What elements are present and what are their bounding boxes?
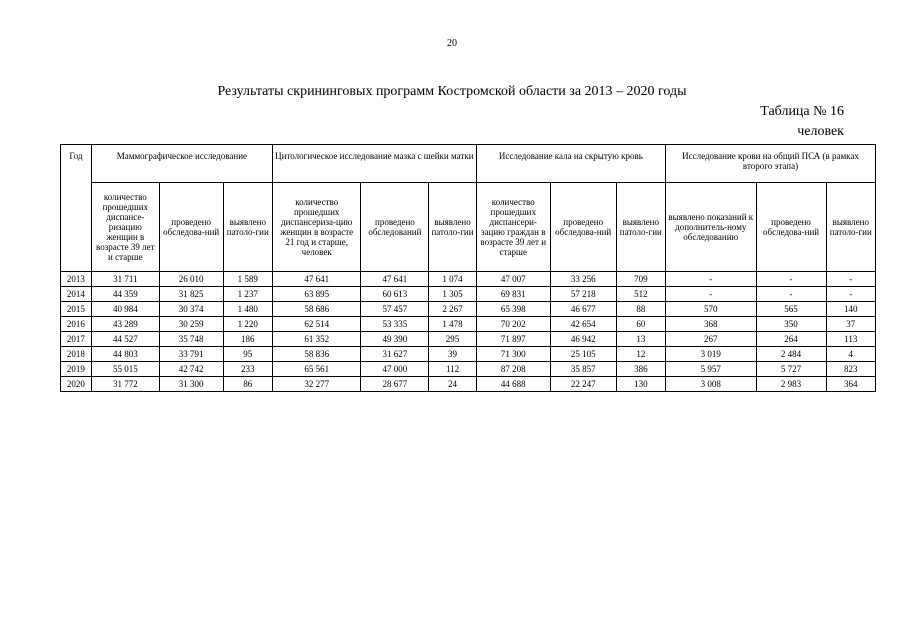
value-cell: 47 641	[361, 272, 429, 287]
value-cell: 1 305	[429, 287, 476, 302]
column-header: количество прошедших диспансери-зацию граждан в возрасте 39 лет и старше	[476, 183, 550, 272]
value-cell: 33 791	[159, 347, 223, 362]
value-cell: 60 613	[361, 287, 429, 302]
value-cell: 26 010	[159, 272, 223, 287]
table-row	[61, 272, 876, 287]
value-cell: 30 259	[159, 317, 223, 332]
year-cell: 2014	[61, 287, 92, 302]
value-cell: -	[826, 272, 875, 287]
screening-results-table	[60, 144, 876, 392]
value-cell: 3 019	[666, 347, 757, 362]
value-cell: 95	[223, 347, 272, 362]
table-row	[61, 377, 876, 392]
year-cell: 2015	[61, 302, 92, 317]
value-cell: 565	[756, 302, 826, 317]
column-header: количество прошедших диспансе-ризацию женщин в возрасте 39 лет и старше	[91, 183, 159, 272]
value-cell: 31 711	[91, 272, 159, 287]
value-cell: 57 218	[550, 287, 616, 302]
value-cell: 1 478	[429, 317, 476, 332]
value-cell: -	[666, 287, 757, 302]
value-cell: 3 008	[666, 377, 757, 392]
page-number: 20	[447, 38, 457, 49]
value-cell: 267	[666, 332, 757, 347]
value-cell: 63 895	[272, 287, 360, 302]
table-row	[61, 287, 876, 302]
value-cell: 44 359	[91, 287, 159, 302]
value-cell: 57 457	[361, 302, 429, 317]
value-cell: 37	[826, 317, 875, 332]
column-header: выявлено патоло-гии	[429, 183, 476, 272]
table-number: Таблица № 16	[760, 104, 844, 119]
year-cell: 2018	[61, 347, 92, 362]
value-cell: 40 984	[91, 302, 159, 317]
value-cell: 2 484	[756, 347, 826, 362]
value-cell: 44 688	[476, 377, 550, 392]
value-cell: 4	[826, 347, 875, 362]
value-cell: 1 589	[223, 272, 272, 287]
value-cell: 60	[616, 317, 665, 332]
value-cell: 2 983	[756, 377, 826, 392]
value-cell: 47 000	[361, 362, 429, 377]
year-cell: 2017	[61, 332, 92, 347]
column-header: выявлено показаний к дополнитель-ному обследованию	[666, 183, 757, 272]
year-cell: 2013	[61, 272, 92, 287]
value-cell: 31 772	[91, 377, 159, 392]
value-cell: 53 335	[361, 317, 429, 332]
year-cell: 2020	[61, 377, 92, 392]
value-cell: 47 641	[272, 272, 360, 287]
year-cell: 2016	[61, 317, 92, 332]
value-cell: 512	[616, 287, 665, 302]
column-header: выявлено патоло-гии	[826, 183, 875, 272]
value-cell: 71 300	[476, 347, 550, 362]
value-cell: 31 627	[361, 347, 429, 362]
value-cell: 62 514	[272, 317, 360, 332]
column-header: проведено обследований	[361, 183, 429, 272]
value-cell: 295	[429, 332, 476, 347]
value-cell: 368	[666, 317, 757, 332]
value-cell: 32 277	[272, 377, 360, 392]
column-header: выявлено патоло-гии	[223, 183, 272, 272]
value-cell: 186	[223, 332, 272, 347]
value-cell: 87 208	[476, 362, 550, 377]
table-row	[61, 362, 876, 377]
value-cell: 709	[616, 272, 665, 287]
table-row	[61, 332, 876, 347]
value-cell: 570	[666, 302, 757, 317]
value-cell: 44 803	[91, 347, 159, 362]
value-cell: 1 237	[223, 287, 272, 302]
value-cell: 5 727	[756, 362, 826, 377]
value-cell: 350	[756, 317, 826, 332]
value-cell: 2 267	[429, 302, 476, 317]
value-cell: 1 480	[223, 302, 272, 317]
table-row	[61, 302, 876, 317]
value-cell: -	[756, 272, 826, 287]
value-cell: 113	[826, 332, 875, 347]
value-cell: 65 398	[476, 302, 550, 317]
value-cell: 1 074	[429, 272, 476, 287]
value-cell: -	[666, 272, 757, 287]
year-column-header: Год	[61, 145, 92, 272]
value-cell: 386	[616, 362, 665, 377]
value-cell: 364	[826, 377, 875, 392]
value-cell: 65 561	[272, 362, 360, 377]
value-cell: 47 007	[476, 272, 550, 287]
value-cell: 13	[616, 332, 665, 347]
value-cell: 22 247	[550, 377, 616, 392]
group-header-row	[61, 145, 876, 183]
value-cell: 86	[223, 377, 272, 392]
value-cell: 42 654	[550, 317, 616, 332]
year-cell: 2019	[61, 362, 92, 377]
value-cell: 112	[429, 362, 476, 377]
value-cell: 130	[616, 377, 665, 392]
value-cell: 46 677	[550, 302, 616, 317]
value-cell: 28 677	[361, 377, 429, 392]
value-cell: 43 289	[91, 317, 159, 332]
group-header-psa: Исследование крови на общий ПСА (в рамках второго этапа)	[666, 145, 876, 183]
table-row	[61, 317, 876, 332]
value-cell: 25 105	[550, 347, 616, 362]
value-cell: 30 374	[159, 302, 223, 317]
column-header: количество прошедших диспансериза-цию женщин в возрасте 21 год и старше, человек	[272, 183, 360, 272]
value-cell: 58 836	[272, 347, 360, 362]
document-title: Результаты скрининговых программ Костромской области за 2013 – 2020 годы	[217, 84, 687, 99]
table-row	[61, 347, 876, 362]
value-cell: 42 742	[159, 362, 223, 377]
value-cell: 35 857	[550, 362, 616, 377]
group-header-mammography: Маммографическое исследование	[91, 145, 272, 183]
value-cell: 5 957	[666, 362, 757, 377]
value-cell: 71 897	[476, 332, 550, 347]
value-cell: 33 256	[550, 272, 616, 287]
value-cell: 31 300	[159, 377, 223, 392]
value-cell: 61 352	[272, 332, 360, 347]
table-body	[61, 272, 876, 392]
value-cell: 24	[429, 377, 476, 392]
value-cell: 31 825	[159, 287, 223, 302]
value-cell: 823	[826, 362, 875, 377]
value-cell: 264	[756, 332, 826, 347]
value-cell: 58 686	[272, 302, 360, 317]
column-header: выявлено патоло-гии	[616, 183, 665, 272]
column-header: проведено обследова-ний	[550, 183, 616, 272]
group-header-fecal-occult-blood: Исследование кала на скрытую кровь	[476, 145, 665, 183]
column-header: проведено обследова-ний	[756, 183, 826, 272]
value-cell: 140	[826, 302, 875, 317]
value-cell: 39	[429, 347, 476, 362]
value-cell: 70 202	[476, 317, 550, 332]
value-cell: 55 015	[91, 362, 159, 377]
value-cell: 233	[223, 362, 272, 377]
value-cell: 69 831	[476, 287, 550, 302]
value-cell: 49 390	[361, 332, 429, 347]
value-cell: 46 942	[550, 332, 616, 347]
value-cell: -	[826, 287, 875, 302]
table-unit: человек	[797, 124, 844, 139]
column-header-row	[61, 183, 876, 272]
value-cell: 44 527	[91, 332, 159, 347]
value-cell: 35 748	[159, 332, 223, 347]
value-cell: -	[756, 287, 826, 302]
value-cell: 88	[616, 302, 665, 317]
value-cell: 12	[616, 347, 665, 362]
column-header: проведено обследова-ний	[159, 183, 223, 272]
group-header-cytology: Цитологическое исследование мазка с шейки матки	[272, 145, 476, 183]
value-cell: 1 220	[223, 317, 272, 332]
